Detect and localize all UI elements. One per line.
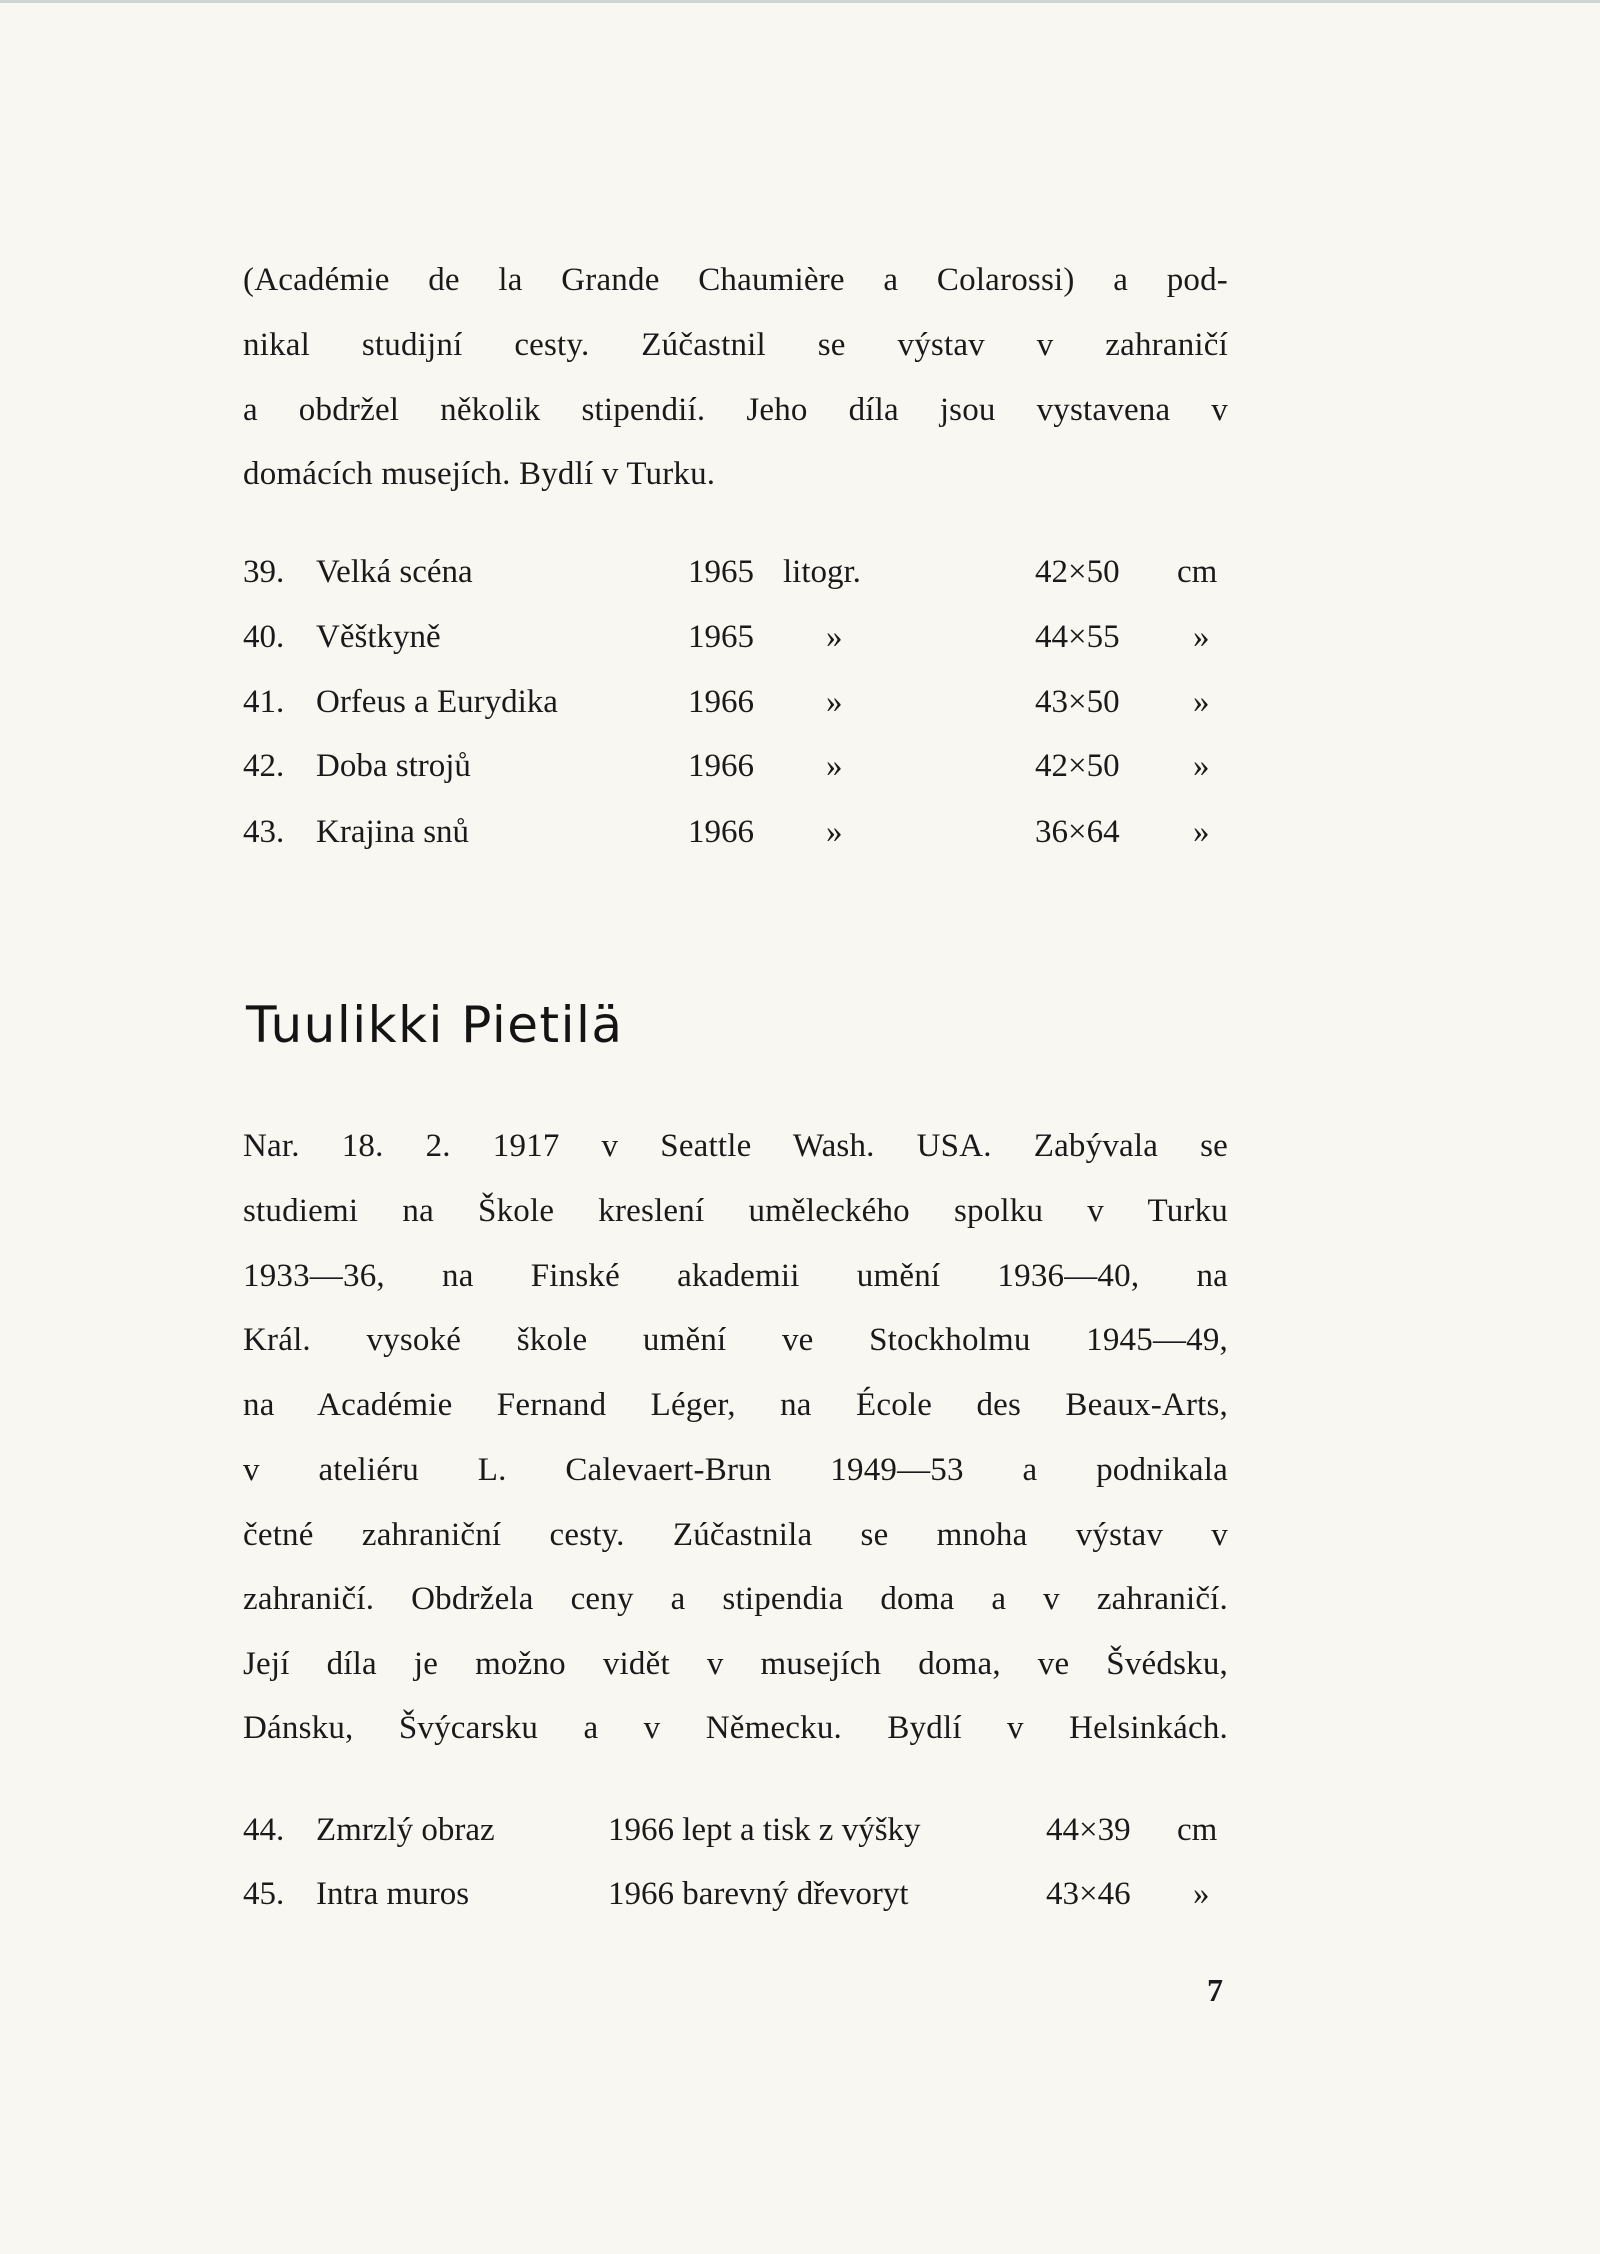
page-top-edge: [0, 0, 1600, 3]
work-title: Doba strojů: [316, 748, 471, 784]
work-number: 44.: [243, 1812, 285, 1848]
work-row: [243, 746, 1233, 786]
work-unit: »: [1193, 748, 1210, 784]
work-title: Věštkyně: [316, 619, 441, 655]
paragraph-line: (Académie de la Grande Chaumière a Colarossi) a pod-: [243, 262, 1228, 298]
work-title: Zmrzlý obraz: [316, 1812, 495, 1848]
work-unit: »: [1193, 619, 1210, 655]
work-row: [243, 617, 1233, 657]
work-technique: litogr.: [783, 554, 861, 590]
bio-line: Nar. 18. 2. 1917 v Seattle Wash. USA. Zabývala se: [243, 1128, 1228, 1164]
work-number: 41.: [243, 684, 285, 720]
work-year-technique: 1966 lept a tisk z výšky: [608, 1812, 921, 1848]
work-title: Orfeus a Eurydika: [316, 684, 558, 720]
work-number: 40.: [243, 619, 285, 655]
work-unit: »: [1193, 684, 1210, 720]
artist-name-heading: Tuulikki Pietilä: [246, 996, 624, 1054]
work-size: 42×50: [1035, 748, 1120, 784]
work-year: 1965: [688, 619, 754, 655]
work-row: [243, 552, 1233, 592]
work-year: 1965: [688, 554, 754, 590]
work-technique: »: [826, 814, 843, 850]
work-year: 1966: [688, 748, 754, 784]
bio-line: 1933—36, na Finské akademii umění 1936—40, na: [243, 1258, 1228, 1294]
work-unit: »: [1193, 814, 1210, 850]
bio-line: zahraničí. Obdržela ceny a stipendia doma a v zahraničí.: [243, 1581, 1228, 1617]
work-number: 42.: [243, 748, 285, 784]
work-year: 1966: [688, 684, 754, 720]
bio-line: Král. vysoké škole umění ve Stockholmu 1945—49,: [243, 1322, 1228, 1358]
bio-line: v ateliéru L. Calevaert-Brun 1949—53 a podnikala: [243, 1452, 1228, 1488]
work-technique: »: [826, 684, 843, 720]
work-title: Intra muros: [316, 1876, 470, 1912]
work-row: [243, 1874, 1233, 1914]
work-number: 43.: [243, 814, 285, 850]
bio-line: studiemi na Škole kreslení uměleckého spolku v Turku: [243, 1193, 1228, 1229]
work-title: Krajina snů: [316, 814, 470, 850]
work-number: 45.: [243, 1876, 285, 1912]
paragraph-line: domácích musejích. Bydlí v Turku.: [243, 456, 716, 492]
work-unit: cm: [1177, 554, 1218, 590]
work-size: 43×50: [1035, 684, 1120, 720]
work-row: [243, 682, 1233, 722]
work-row: [243, 1810, 1233, 1850]
work-unit: cm: [1177, 1812, 1218, 1848]
work-year-technique: 1966 barevný dřevoryt: [608, 1876, 909, 1912]
page-number: 7: [1207, 1972, 1223, 2008]
work-row: [243, 812, 1233, 852]
work-number: 39.: [243, 554, 285, 590]
work-size: 43×46: [1046, 1876, 1131, 1912]
work-technique: »: [826, 619, 843, 655]
work-year: 1966: [688, 814, 754, 850]
work-size: 44×39: [1046, 1812, 1131, 1848]
paragraph-line: a obdržel několik stipendií. Jeho díla jsou vystavena v: [243, 392, 1228, 428]
paragraph-line: nikal studijní cesty. Zúčastnil se výstav v zahraničí: [243, 327, 1228, 363]
bio-line: na Académie Fernand Léger, na École des Beaux-Arts,: [243, 1387, 1228, 1423]
work-technique: »: [826, 748, 843, 784]
work-size: 42×50: [1035, 554, 1120, 590]
bio-line: Její díla je možno vidět v musejích doma, ve Švédsku,: [243, 1646, 1228, 1682]
work-title: Velká scéna: [316, 554, 473, 590]
work-size: 44×55: [1035, 619, 1120, 655]
work-size: 36×64: [1035, 814, 1120, 850]
bio-line: četné zahraniční cesty. Zúčastnila se mnoha výstav v: [243, 1517, 1228, 1553]
work-unit: »: [1193, 1876, 1210, 1912]
bio-line: Dánsku, Švýcarsku a v Německu. Bydlí v Helsinkách.: [243, 1710, 1228, 1746]
